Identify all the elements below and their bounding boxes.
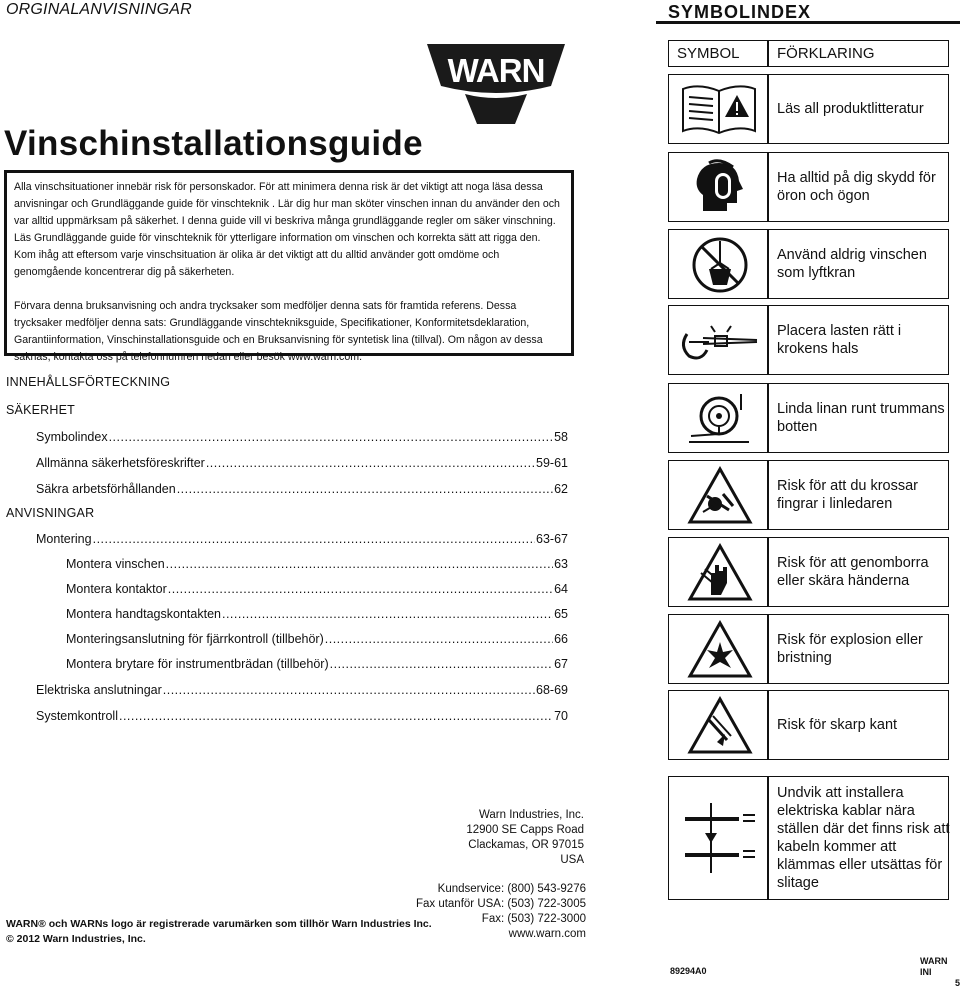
toc-item[interactable]: Monteringsanslutning för fjärrkontroll (tillbehör) ..... 66 xyxy=(66,632,568,646)
explanation-cell: Risk för explosion eller bristning xyxy=(768,614,949,684)
website-link[interactable]: www.warn.com xyxy=(508,928,586,940)
company-address: Warn Industries, Inc. 12900 SE Capps Road Clackamas, OR 97015 USA xyxy=(466,809,584,866)
symbol-cell xyxy=(668,776,768,900)
explanation-cell: Placera lasten rätt i krokens hals xyxy=(768,305,949,375)
crush-fingers-icon xyxy=(687,466,753,526)
ear-eye-protection-icon xyxy=(689,159,749,217)
column-header-symbol: SYMBOL xyxy=(668,40,768,67)
symbol-cell xyxy=(668,152,768,222)
symbol-cell xyxy=(668,614,768,684)
no-lifting-icon xyxy=(691,235,749,295)
toc-heading: INNEHÅLLSFÖRTECKNING xyxy=(6,375,171,389)
toc-item[interactable]: Montera brytare för instrumentbrädan (tillbehör) ..... 67 xyxy=(66,657,568,671)
toc-item[interactable]: Symbolindex ..... 58 xyxy=(36,430,568,444)
warn-logo xyxy=(425,42,567,126)
toc-item[interactable]: Montering ..... 63-67 xyxy=(36,532,568,546)
read-manual-icon xyxy=(679,81,759,139)
trademark-notice: WARN® och WARNs logo är registrerade varumärken som tillhör Warn Industries Inc. © 2012 Warn Industries, Inc. xyxy=(6,918,432,945)
symbol-cell xyxy=(668,229,768,299)
toc-item[interactable]: Montera kontaktor ..... 64 xyxy=(66,582,568,596)
symbol-cell xyxy=(668,74,768,144)
explanation-cell: Linda linan runt trummans botten xyxy=(768,383,949,453)
intro-box xyxy=(4,170,574,363)
symbol-cell xyxy=(668,537,768,607)
explosion-icon xyxy=(687,620,753,680)
sharp-edge-icon xyxy=(687,696,753,756)
explanation-cell: Läs all produktlitteratur xyxy=(768,74,949,144)
explanation-cell: Ha alltid på dig skydd för öron och ögon xyxy=(768,152,949,222)
symbol-cell xyxy=(668,305,768,375)
explanation-cell: Använd aldrig vinschen som lyftkran xyxy=(768,229,949,299)
toc-item[interactable]: Montera vinschen ..... 63 xyxy=(66,557,568,571)
symbol-index-title: SYMBOLINDEX xyxy=(656,0,960,24)
toc-item[interactable]: Systemkontroll ..... 70 xyxy=(36,709,568,723)
page-title: Vinschinstallationsguide xyxy=(4,124,423,163)
intro-paragraph-1: Alla vinschsituationer innebär risk för personskador. För att minimera denna risk är det viktigt att noga läsa dessa anvisningar och Grundläggande guide för vinschteknik . Lär dig hur man sköter vinschen innan du använder den och var alltid uppmärksam på säkerhet. I denna guide vill vi beskriva många grundläggande regler om säker vinschning. Läs Grundläggande guide för vinschteknik för ytterligare information om vinschen och korrekta sätt att rigga den. Kom ihåg att eftersom varje vinschsituation är olika är det viktigt att du alltid använder gott omdöme och genomgående koncentrerar dig på säkerheten. xyxy=(14,181,560,278)
explanation-cell: Risk för att du krossar fingrar i linledaren xyxy=(768,460,949,530)
column-header-explanation: FÖRKLARING xyxy=(768,40,949,67)
hook-load-icon xyxy=(675,316,765,366)
symbol-cell xyxy=(668,460,768,530)
drum-wrap-icon xyxy=(685,390,753,448)
toc-section-instructions: ANVISNINGAR xyxy=(6,506,95,520)
toc-item[interactable]: Montera handtagskontakten ..... 65 xyxy=(66,607,568,621)
cable-pinch-icon xyxy=(681,799,761,877)
symbol-cell xyxy=(668,383,768,453)
cut-hand-icon xyxy=(687,543,753,603)
svg-text:WARN: WARN xyxy=(447,52,545,89)
toc-item[interactable]: Elektriska anslutningar ..... 68-69 xyxy=(36,683,568,697)
intro-paragraph-2: Förvara denna bruksanvisning och andra trycksaker som medföljer denna sats för framtida referens. Dessa trycksaker medföljer denna sats: Grundläggande vinschtekniksguide, Specifikationer, Konformitetsdeklaration, Garantiinformation, Vinschinstallationsguide och en Bruksanvisning för syntetisk lina (tillval). Om någon av dessa saknas, kontakta oss på telefonnumren nedan eller besök www.warn.com. xyxy=(14,300,543,363)
company-contact: Kundservice: (800) 543-9276 Fax utanför USA: (503) 722-3005 Fax: (503) 722-3000 www.warn.com xyxy=(380,882,586,942)
explanation-cell: Risk för skarp kant xyxy=(768,690,949,760)
document-label: ORGINALANVISNINGAR xyxy=(6,1,192,18)
symbol-cell xyxy=(668,690,768,760)
explanation-cell: Risk för att genomborra eller skära händerna xyxy=(768,537,949,607)
running-footer: WARN INI 5 xyxy=(920,956,960,988)
toc-section-safety: SÄKERHET xyxy=(6,403,75,417)
explanation-cell: Undvik att installera elektriska kablar nära ställen där det finns risk att kabeln kommer att klämmas eller utsättas för slitage xyxy=(768,776,949,900)
document-number: 89294A0 xyxy=(670,966,707,976)
symbol-index-table xyxy=(668,40,950,891)
toc-item[interactable]: Säkra arbetsförhållanden ..... 62 xyxy=(36,482,568,496)
toc-item[interactable]: Allmänna säkerhetsföreskrifter ..... 59-61 xyxy=(36,456,568,470)
